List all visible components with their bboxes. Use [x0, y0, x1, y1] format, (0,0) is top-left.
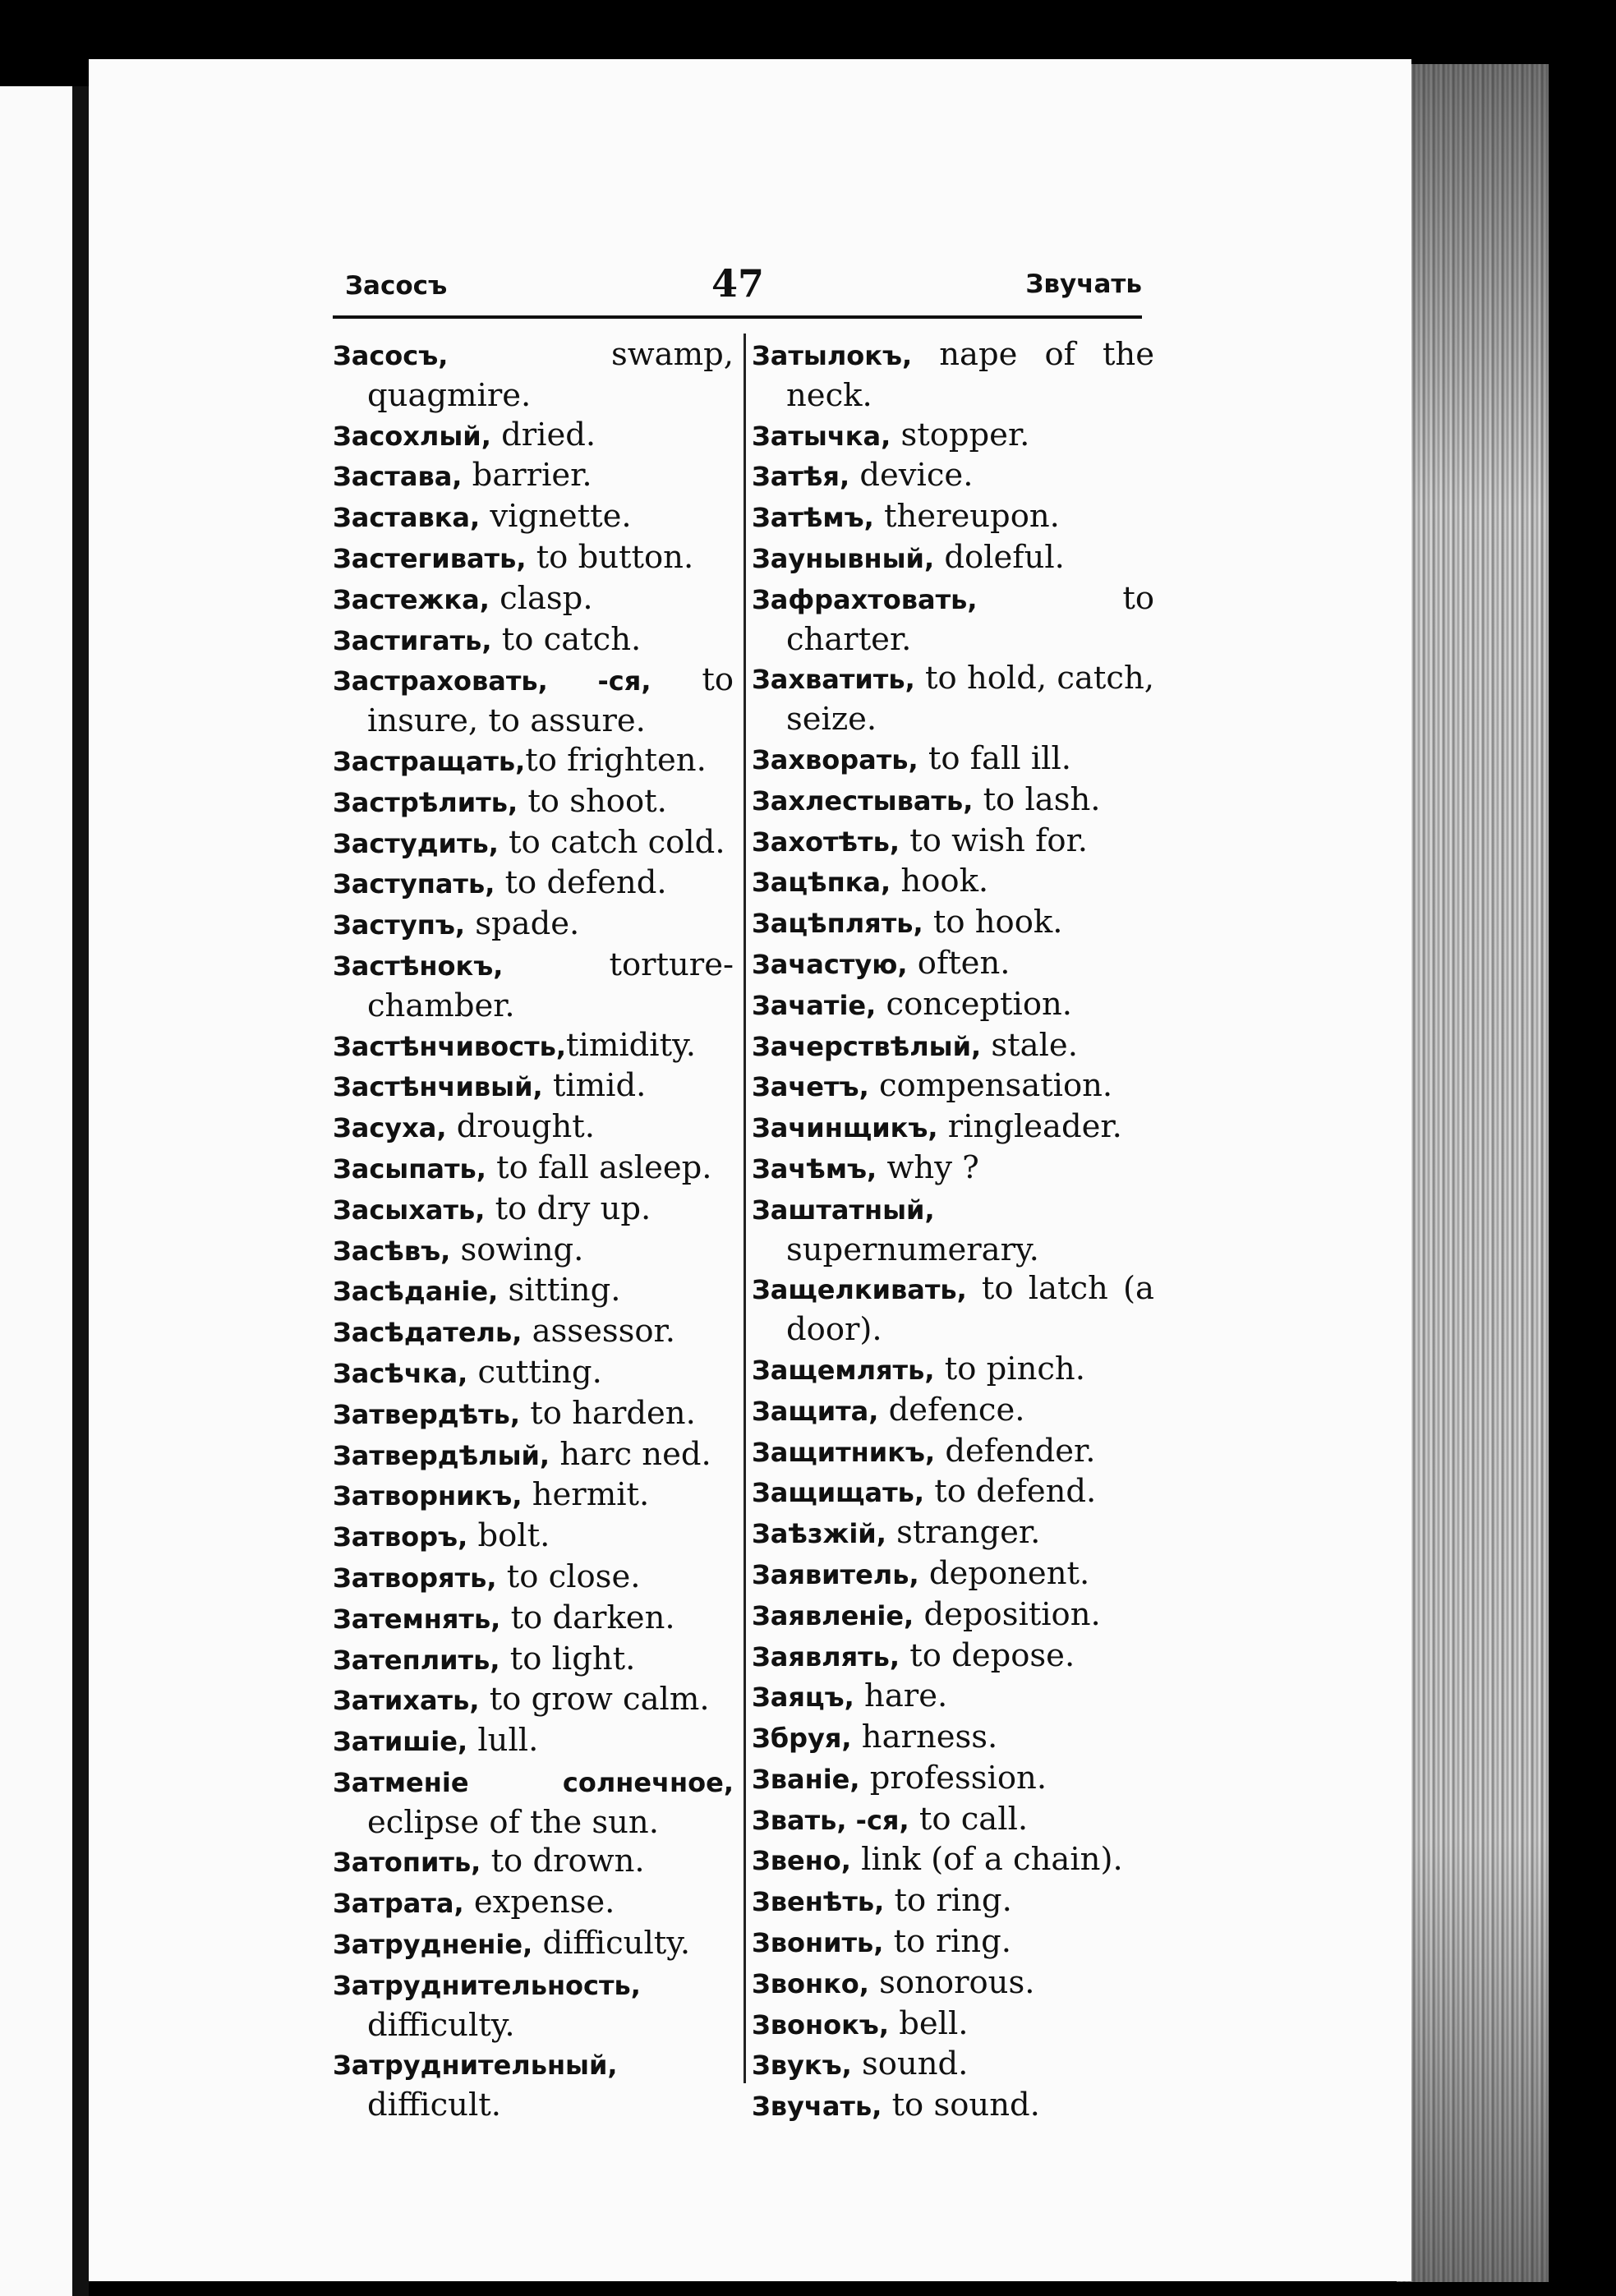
entry-definition: cutting.: [467, 1353, 602, 1391]
entry-definition: timid.: [542, 1067, 647, 1105]
dictionary-entry: [752, 1026, 1154, 1067]
entry-headword: Звенѣть,: [752, 1886, 885, 1918]
page-number: 47: [711, 261, 765, 306]
dictionary-entry: [333, 1066, 734, 1107]
dictionary-entry: [333, 1231, 734, 1272]
entry-definition: drought.: [446, 1108, 595, 1146]
entry-definition: hare.: [854, 1677, 948, 1715]
dictionary-entry: [333, 620, 734, 661]
dictionary-entry: [333, 1640, 734, 1681]
entry-headword: Захотѣть,: [752, 826, 900, 858]
entry-headword: Звонить,: [752, 1927, 884, 1959]
entry-headword: Зафрахтовать,: [752, 583, 978, 615]
dictionary-entry: [752, 862, 1154, 903]
dictionary-entry: [752, 1432, 1154, 1473]
dictionary-entry: [752, 1881, 1154, 1922]
entry-headword: Затруднительный,: [333, 2050, 618, 2082]
dictionary-entry: [333, 538, 734, 579]
entry-definition: lull.: [467, 1722, 539, 1760]
entry-definition: to drown.: [481, 1843, 645, 1880]
dictionary-entry: [752, 780, 1154, 821]
entry-definition: deponent.: [918, 1554, 1090, 1592]
entry-headword: Зачастую,: [752, 948, 908, 980]
dictionary-entry: [333, 416, 734, 457]
dictionary-entry: [752, 1840, 1154, 1881]
entry-definition: compensation.: [868, 1067, 1113, 1105]
entry-definition: why ?: [877, 1148, 979, 1186]
entry-headword: Затычка,: [752, 420, 891, 452]
running-head: [345, 261, 1142, 311]
dictionary-entry: [333, 1148, 734, 1189]
entry-headword: Звено,: [752, 1845, 851, 1877]
entry-definition: defender.: [935, 1432, 1096, 1470]
entry-definition: profession.: [859, 1759, 1047, 1797]
entry-headword: Засѣдатель,: [333, 1317, 523, 1349]
entry-definition: to catch cold.: [498, 823, 725, 861]
entry-headword: Затвердѣть,: [333, 1398, 521, 1430]
entry-definition: thereupon.: [873, 498, 1060, 536]
entry-definition: timidity.: [566, 1026, 696, 1064]
dictionary-entry: [752, 944, 1154, 985]
entry-definition: difficulty.: [532, 1925, 691, 1962]
gutter-line: [72, 86, 89, 2296]
dictionary-entry: [333, 2045, 734, 2125]
dictionary-entry: [752, 1066, 1154, 1107]
dictionary-entry: [333, 1353, 734, 1394]
entry-definition: to charter.: [786, 579, 1154, 658]
dictionary-entry: [333, 1312, 734, 1353]
entry-definition: spade.: [465, 905, 580, 943]
entry-headword: Зачатіе,: [752, 989, 877, 1021]
entry-definition: sitting.: [498, 1272, 621, 1309]
entry-headword: Затруднительность,: [333, 1969, 641, 2001]
entry-definition: bell.: [888, 2004, 969, 2042]
entry-definition: to fall ill.: [918, 739, 1072, 777]
entry-headword: Засуха,: [333, 1112, 447, 1144]
entry-headword: Защемлять,: [752, 1354, 935, 1386]
entry-headword: Застраховать, -ся,: [333, 665, 651, 697]
entry-headword: Заѣзжій,: [752, 1518, 886, 1550]
entry-headword: Затемнять,: [333, 1603, 501, 1635]
entry-headword: Заштатный,: [752, 1194, 935, 1226]
right-column: [752, 335, 1154, 2127]
entry-headword: Затѣмъ,: [752, 502, 874, 534]
dictionary-entry: [752, 2045, 1154, 2086]
entry-definition: to grow calm.: [479, 1681, 710, 1719]
entry-definition: defence.: [878, 1391, 1025, 1429]
entry-definition: to defend.: [924, 1473, 1097, 1511]
facing-page-strip: [0, 86, 72, 2296]
entry-definition: nape of the neck.: [786, 336, 1154, 414]
entry-headword: Затѣя,: [752, 461, 850, 493]
entry-definition: harc ned.: [550, 1435, 711, 1473]
entry-definition: to latch (a door).: [786, 1270, 1154, 1349]
dictionary-entry: [333, 1271, 734, 1312]
entry-definition: ringleader.: [937, 1108, 1122, 1146]
entry-headword: Заступъ,: [333, 909, 466, 941]
dictionary-entry: [752, 1677, 1154, 1718]
entry-definition: to light.: [500, 1640, 636, 1677]
dictionary-entry: [752, 2086, 1154, 2127]
entry-headword: Застрѣлить,: [333, 786, 518, 818]
entry-definition: sowing.: [450, 1231, 584, 1268]
dictionary-entry: [333, 335, 734, 416]
entry-definition: difficult.: [367, 2087, 502, 2124]
entry-definition: to pinch.: [934, 1350, 1085, 1387]
entry-headword: Заунывный,: [752, 542, 935, 574]
entry-definition: to depose.: [900, 1636, 1075, 1674]
dictionary-entry: [333, 1883, 734, 1924]
entry-definition: link (of a chain).: [850, 1841, 1123, 1879]
entry-headword: Захватить,: [752, 664, 915, 696]
dictionary-entry: [752, 1636, 1154, 1677]
dictionary-entry: [333, 1842, 734, 1883]
entry-definition: expense.: [463, 1884, 615, 1921]
entry-headword: Защелкивать,: [752, 1274, 967, 1306]
entry-headword: Застигать,: [333, 624, 492, 656]
entry-headword: Заявитель,: [752, 1558, 919, 1590]
entry-definition: to ring.: [884, 1882, 1012, 1920]
entry-headword: Зацѣплять,: [752, 908, 923, 940]
entry-definition: deposition.: [914, 1595, 1101, 1633]
dictionary-entry: [333, 741, 734, 782]
entry-definition: to sound.: [882, 2087, 1040, 2124]
entry-headword: Затворять,: [333, 1562, 497, 1594]
entry-definition: to wish for.: [899, 821, 1089, 859]
entry-definition: to ring.: [883, 1923, 1011, 1961]
entry-headword: Защита,: [752, 1395, 879, 1427]
entry-headword: Засохлый,: [333, 420, 491, 452]
dictionary-entry: [333, 1680, 734, 1721]
dictionary-entry: [752, 1148, 1154, 1189]
dictionary-entry: [333, 863, 734, 904]
entry-definition: to close.: [496, 1558, 641, 1595]
dictionary-entry: [752, 1963, 1154, 2004]
dictionary-entry: [333, 1721, 734, 1762]
entry-headword: Заставка,: [333, 502, 481, 534]
dictionary-entry: [752, 1922, 1154, 1963]
dictionary-entry: [333, 1599, 734, 1640]
entry-definition: device.: [849, 457, 974, 495]
entry-headword: Засѣвъ,: [333, 1235, 451, 1267]
dictionary-entry: [333, 1475, 734, 1516]
entry-headword: Защитникъ,: [752, 1436, 936, 1468]
entry-headword: Засыхать,: [333, 1194, 486, 1226]
dictionary-entry: [752, 739, 1154, 780]
entry-headword: Затменіе солнечное,: [333, 1766, 734, 1798]
book-fore-edge-shade: [1397, 64, 1549, 2282]
dictionary-entry: [752, 538, 1154, 579]
entry-headword: Застудить,: [333, 827, 499, 859]
entry-definition: eclipse of the sun.: [367, 1803, 659, 1841]
dictionary-page: [89, 59, 1411, 2281]
entry-definition: to frighten.: [525, 741, 707, 779]
dictionary-entry: [333, 1965, 734, 2045]
entry-definition: to hold, catch, seize.: [786, 660, 1154, 738]
dictionary-entry: [752, 497, 1154, 538]
entry-definition: to harden.: [520, 1394, 696, 1432]
dictionary-entry: [333, 904, 734, 946]
entry-headword: Зачинщикъ,: [752, 1112, 938, 1144]
entry-headword: Засыпать,: [333, 1153, 486, 1185]
left-guide-word: Засосъ: [345, 271, 448, 301]
entry-headword: Затылокъ,: [752, 340, 913, 371]
entry-definition: to fall asleep.: [486, 1148, 712, 1186]
entry-headword: Званіе,: [752, 1763, 860, 1795]
entry-definition: vignette.: [480, 498, 632, 536]
dictionary-entry: [333, 1026, 734, 1067]
dictionary-entry: [752, 1269, 1154, 1350]
dictionary-entry: [752, 579, 1154, 660]
entry-definition: sonorous.: [868, 1963, 1035, 2001]
entry-headword: Застращать,: [333, 745, 526, 777]
entry-definition: to dry up.: [485, 1189, 651, 1227]
entry-headword: Заявленіе,: [752, 1599, 914, 1631]
entry-headword: Затихать,: [333, 1685, 480, 1717]
dictionary-entry: [752, 1554, 1154, 1595]
dictionary-entry: [333, 1394, 734, 1435]
entry-headword: Затворникъ,: [333, 1480, 523, 1512]
entry-definition: to lash.: [973, 780, 1101, 818]
dictionary-entry: [752, 1513, 1154, 1554]
entry-definition: to shoot.: [518, 782, 667, 820]
dictionary-entry: [333, 1762, 734, 1843]
entry-headword: Затворъ,: [333, 1521, 468, 1553]
dictionary-entry: [333, 1435, 734, 1476]
entry-headword: Захлестывать,: [752, 785, 974, 817]
entry-definition: stale.: [981, 1026, 1078, 1064]
entry-definition: assessor.: [522, 1313, 675, 1350]
entry-headword: Застегивать,: [333, 542, 527, 574]
entry-headword: Зачерствѣлый,: [752, 1030, 982, 1062]
entry-definition: stranger.: [886, 1514, 1041, 1552]
left-column: [333, 335, 734, 2125]
dictionary-entry: [333, 1558, 734, 1599]
entry-definition: often.: [907, 944, 1011, 982]
dictionary-entry: [752, 1595, 1154, 1636]
entry-headword: Затрудненіе,: [333, 1929, 533, 1961]
dictionary-entry: [752, 1350, 1154, 1391]
dictionary-entry: [333, 782, 734, 823]
dictionary-entry: [752, 1189, 1154, 1270]
entry-headword: Затрата,: [333, 1888, 464, 1920]
dictionary-entry: [333, 1107, 734, 1148]
dictionary-entry: [333, 823, 734, 864]
entry-headword: Зацѣпка,: [752, 867, 891, 899]
entry-headword: Звонокъ,: [752, 2008, 889, 2041]
entry-definition: conception.: [876, 985, 1073, 1023]
entry-definition: dried.: [490, 416, 596, 453]
entry-definition: sound.: [851, 2045, 969, 2083]
dictionary-entry: [752, 1391, 1154, 1432]
entry-definition: supernumerary.: [786, 1231, 1039, 1268]
entry-headword: Засѣчка,: [333, 1357, 468, 1389]
entry-definition: doleful.: [934, 538, 1065, 576]
entry-headword: Засосъ,: [333, 340, 449, 371]
dictionary-entry: [333, 456, 734, 497]
entry-headword: Заступать,: [333, 868, 495, 900]
entry-headword: Звучать,: [752, 2091, 882, 2123]
entry-headword: Збруя,: [752, 1723, 852, 1755]
entry-headword: Застежка,: [333, 583, 490, 615]
dictionary-entry: [333, 579, 734, 620]
dictionary-entry: [333, 1924, 734, 1965]
dictionary-entry: [752, 1107, 1154, 1148]
entry-headword: Застѣнокъ,: [333, 950, 504, 982]
dictionary-entry: [752, 985, 1154, 1026]
entry-definition: to insure, to assure.: [367, 661, 734, 740]
dictionary-entry: [333, 1516, 734, 1558]
entry-headword: Затеплить,: [333, 1644, 500, 1676]
entry-headword: Заяцъ,: [752, 1682, 854, 1714]
entry-definition: to darken.: [500, 1599, 675, 1636]
dictionary-entry: [333, 946, 734, 1026]
dictionary-entry: [333, 660, 734, 741]
entry-headword: Застѣнчивость,: [333, 1030, 567, 1062]
entry-definition: to call.: [909, 1800, 1029, 1838]
dictionary-entry: [752, 821, 1154, 863]
column-divider: [744, 334, 746, 2083]
entry-headword: Затвердѣлый,: [333, 1439, 550, 1471]
entry-headword: Засѣданіе,: [333, 1276, 499, 1308]
header-rule: [333, 315, 1142, 319]
entry-headword: Захворать,: [752, 743, 918, 775]
entry-headword: Заявлять,: [752, 1640, 900, 1673]
entry-headword: Звукъ,: [752, 2050, 852, 2082]
entry-definition: swamp, quagmire.: [367, 336, 734, 414]
entry-headword: Затишіе,: [333, 1726, 468, 1758]
dictionary-entry: [752, 2004, 1154, 2045]
entry-headword: Звонко,: [752, 1967, 869, 1999]
entry-definition: to button.: [526, 538, 694, 576]
entry-headword: Застава,: [333, 461, 463, 493]
entry-definition: clasp.: [489, 579, 593, 617]
entry-definition: harness.: [851, 1719, 998, 1756]
entry-definition: torture-chamber.: [367, 946, 734, 1024]
dictionary-entry: [333, 1189, 734, 1231]
entry-headword: Защищать,: [752, 1477, 925, 1509]
dictionary-entry: [752, 416, 1154, 457]
entry-definition: to hook.: [923, 904, 1063, 941]
entry-headword: Звать, -ся,: [752, 1804, 909, 1836]
entry-definition: hermit.: [522, 1476, 650, 1514]
entry-definition: to defend.: [495, 864, 667, 902]
dictionary-entry: [752, 1759, 1154, 1800]
entry-headword: Затопить,: [333, 1847, 481, 1879]
dictionary-entry: [752, 1718, 1154, 1759]
dictionary-entry: [752, 1472, 1154, 1513]
entry-definition: barrier.: [462, 457, 592, 495]
entry-definition: difficulty.: [367, 2006, 515, 2044]
dictionary-entry: [752, 659, 1154, 739]
entry-definition: stopper.: [891, 416, 1030, 453]
entry-headword: Застѣнчивый,: [333, 1071, 543, 1103]
entry-definition: bolt.: [467, 1517, 550, 1555]
entry-definition: hook.: [891, 863, 989, 900]
right-guide-word: Звучать: [1025, 269, 1142, 299]
dictionary-entry: [752, 903, 1154, 944]
dictionary-entry: [752, 456, 1154, 497]
dictionary-entry: [333, 497, 734, 538]
entry-headword: Зачетъ,: [752, 1071, 869, 1103]
dictionary-entry: [752, 335, 1154, 416]
dictionary-entry: [752, 1800, 1154, 1841]
entry-definition: to catch.: [491, 620, 642, 658]
entry-headword: Зачѣмъ,: [752, 1153, 877, 1185]
